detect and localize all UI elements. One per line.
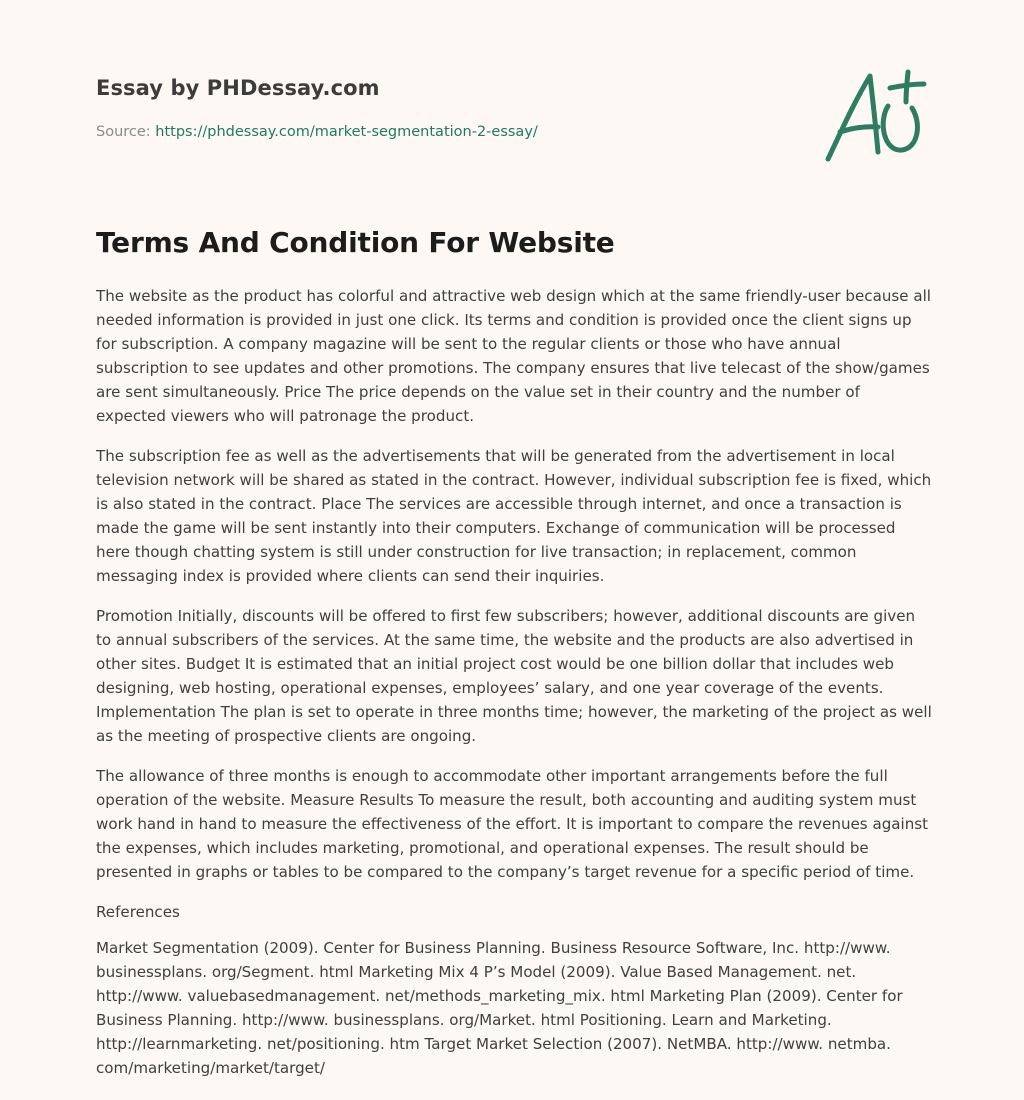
source-label: Source: bbox=[96, 124, 156, 140]
source-link[interactable]: https://phdessay.com/market-segmentation-2-essay/ bbox=[155, 124, 538, 140]
paragraph: The website as the product has colorful and attractive web design which at the same friendly-user because all needed information is provided in just one click. Its terms and condition is provided once the client signs up for subscription. A company magazine will be sent to the regular clients or those who have annual subscription to see updates and other promotions. The company ensures that live telecast of the show/games are sent simultaneously. Price The price depends on the value set in their country and the number of expected viewers who will patronage the product. bbox=[96, 287, 931, 425]
paragraph: The allowance of three months is enough to accommodate other important arrangements before the full operation of the website. Measure Results To measure the result, both accounting and auditing system must work hand in hand to measure the effectiveness of the effort. It is important to compare the revenues against the expenses, which includes marketing, promotional, and operational expenses. The result should be presented in graphs or tables to be compared to the company’s target revenue for a specific period of time. bbox=[96, 767, 929, 881]
header-brand: Essay by PHDessay.com bbox=[96, 76, 380, 100]
source-line bbox=[96, 124, 538, 140]
page-title: Terms And Condition For Website bbox=[96, 226, 615, 259]
paragraph: The subscription fee as well as the advertisements that will be generated from the advertisement in local television network will be shared as stated in the contract. However, individual subscription fee is fixed, which is also stated in the contract. Place The services are accessible through internet, and once a transaction is made the game will be sent instantly into their computers. Exchange of communication will be processed here though chatting system is still under construction for live transaction; in replacement, common messaging index is provided where clients can send their inquiries. bbox=[96, 447, 932, 585]
essay-body bbox=[96, 284, 932, 1096]
references-heading: References bbox=[96, 903, 180, 921]
references-list: Market Segmentation (2009). Center for Business Planning. Business Resource Software, Inc. http://www. businessplans. org/Segment. html Marketing Mix 4 P’s Model (2009). Value Based Management. net. http://www. valuebasedmanagement. net/methods_marketing_mix. html Marketing Plan (2009). Center for Business Planning. http://www. businessplans. org/Market. html Positioning. Learn and Marketing. http://learnmarketing. net/positioning. htm Target Market Selection (2007). NetMBA. http://www. netmba. com/marketing/market/target/ bbox=[96, 939, 903, 1077]
paragraph: Promotion Initially, discounts will be offered to first few subscribers; however, additional discounts are given to annual subscribers of the services. At the same time, the website and the products are also advertised in other sites. Budget It is estimated that an initial project cost would be one billion dollar that includes web designing, web hosting, operational expenses, employees’ salary, and one year coverage of the events. Implementation The plan is set to operate in three months time; however, the marketing of the project as well as the meeting of prospective clients are ongoing. bbox=[96, 607, 932, 745]
a-plus-grade-icon bbox=[818, 64, 928, 164]
